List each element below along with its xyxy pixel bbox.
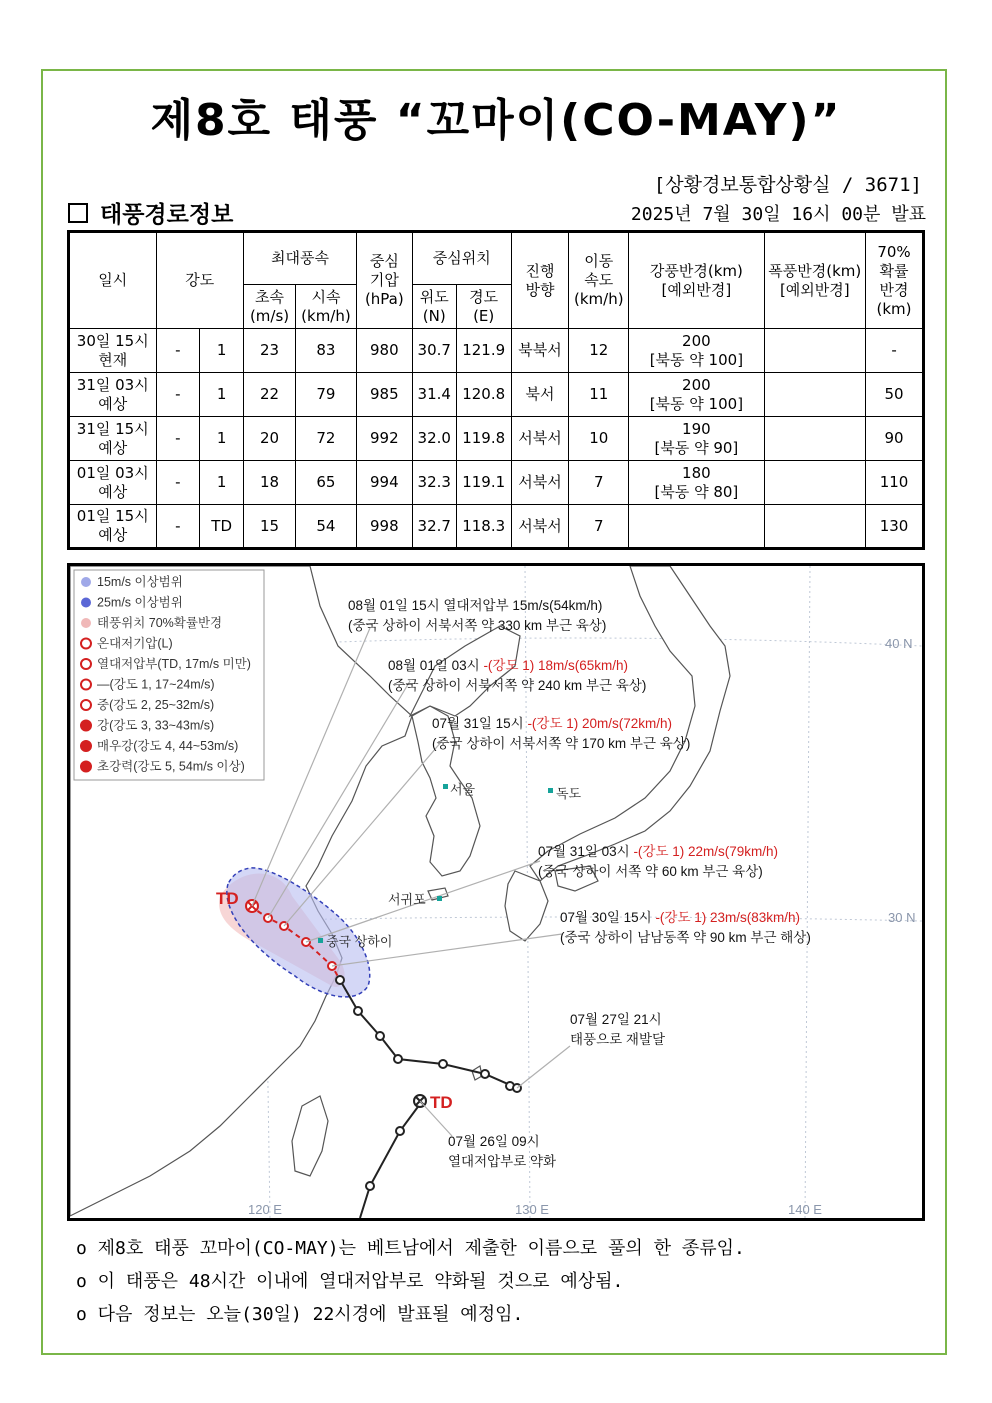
legend-label: 태풍위치 70%확률반경 [97,616,223,630]
td-label-forecast: TD [216,889,239,908]
annotation-time: 07월 26일 09시 [448,1134,540,1149]
past-point [481,1070,489,1078]
cell-speed: 11 [569,373,629,417]
past-point [394,1055,402,1063]
cell-hpa: 985 [356,373,412,417]
legend-symbol-icon [81,577,91,587]
table-row [69,373,924,417]
note-2: o 이 태풍은 48시간 이내에 열대저압부로 약화될 것으로 예상됨. [76,1271,624,1292]
header-prob-radius: 70% 확률 반경 (km) [866,232,924,329]
legend-symbol-icon [81,618,91,628]
cell-hpa: 998 [356,505,412,549]
cell-speed: 12 [569,329,629,373]
cell-speed: 7 [569,461,629,505]
lon130-label: 130 E [515,1202,549,1217]
cell-prob: 50 [866,373,924,417]
typhoon-track-map [67,563,925,1221]
header-intensity: 강도 [156,232,244,329]
past-point [376,1032,384,1040]
place-seogwipo: 서귀포 [388,892,426,907]
page-title: 제8호 태풍 “꼬마이(CO-MAY)” [150,95,842,146]
cell-time: 01일 15시 예상 [69,505,157,549]
cell-lon: 119.1 [456,461,511,505]
cell-speed: 10 [569,417,629,461]
cell-prob: - [866,329,924,373]
cell-ms: 18 [244,461,296,505]
lon120-label: 120 E [248,1202,282,1217]
annotation-line1 [432,715,672,731]
header-wind-kmh: 시속 (km/h) [295,285,356,329]
annotation-intensity: -(강도 1) 18m/s(65km/h) [483,658,629,673]
cell-size: - [156,461,200,505]
annotation-time: 07월 31일 15시 [432,716,528,731]
cell-lon: 119.8 [456,417,511,461]
cell-size: - [156,373,200,417]
lat30-label: 30 N [888,910,916,925]
legend-label: 초강력(강도 5, 54m/s 이상) [97,759,245,774]
annotation-line1 [538,843,778,859]
note-1: o 제8호 태풍 꼬마이(CO-MAY)는 베트남에서 제출한 이름으로 풀의 한 종류임. [76,1238,745,1259]
cell-gale: 200 [북동 약 100] [629,329,764,373]
annotation-time: 07월 31일 03시 [538,844,634,859]
cell-hpa: 980 [356,329,412,373]
legend-label: 15m/s 이상범위 [97,575,183,589]
place-seoul: 서울 [450,782,476,797]
annotation-intensity: -(강도 1) 23m/s(83km/h) [655,910,801,925]
header-time: 일시 [69,232,157,329]
annotation-line1 [388,657,628,673]
cell-time: 31일 15시 예상 [69,417,157,461]
annotation-time: 07월 27일 21시 [570,1012,662,1027]
section-title: 태풍경로정보 [100,202,234,228]
cell-dir: 북서 [511,373,569,417]
annotation-time: 07월 30일 15시 [560,910,656,925]
cell-intensity: 1 [200,329,244,373]
cell-intensity: 1 [200,373,244,417]
cell-time: 30일 15시 현재 [69,329,157,373]
map-legend [74,570,264,780]
cell-storm [764,373,866,417]
header-lon: 경도 (E) [456,285,511,329]
past-point [336,976,344,984]
cell-dir: 서북서 [511,417,569,461]
cell-gale [629,505,764,549]
lat40-label: 40 N [885,636,913,651]
td-label-past: TD [430,1093,453,1112]
legend-symbol-icon [81,680,91,690]
cell-lat: 31.4 [412,373,456,417]
header-direction: 진행 방향 [511,232,569,329]
legend-symbol-icon [81,721,91,731]
section-heading [68,196,233,229]
cell-lon: 118.3 [456,505,511,549]
past-point [354,1007,362,1015]
past-point [366,1182,374,1190]
legend-symbol-icon [81,762,91,772]
legend-label: —(강도 1, 17~24m/s) [97,677,215,692]
cell-lat: 30.7 [412,329,456,373]
cell-kmh: 79 [295,373,356,417]
table-row [69,417,924,461]
cell-size: - [156,417,200,461]
checkbox-icon [68,203,88,223]
cell-gale: 180 [북동 약 80] [629,461,764,505]
track-table [67,230,925,550]
legend-label: 열대저압부(TD, 17m/s 미만) [97,657,251,671]
cell-size: - [156,329,200,373]
past-point [396,1127,404,1135]
annotation-line2: 열대저압부로 약화 [448,1154,557,1169]
place-dokdo: 독도 [556,786,582,801]
cell-gale: 200 [북동 약 100] [629,373,764,417]
annotation-time: 08월 01일 03시 [388,658,484,673]
legend-label: 중(강도 2, 25~32m/s) [97,698,215,712]
annotation-line2: (중국 상하이 서북서쪽 약 240 km 부근 육상) [388,678,647,693]
legend-symbol-icon [81,700,91,710]
legend-symbol-icon [81,639,91,649]
cell-storm [764,329,866,373]
annotation-line2: (중국 상하이 남남동쪽 약 90 km 부근 해상) [560,930,811,945]
annotation-intensity: -(강도 1) 20m/s(72km/h) [527,716,673,731]
legend-symbol-icon [81,598,91,608]
cell-size: - [156,505,200,549]
legend-symbol-icon [81,741,91,751]
japan-kyushu [505,871,548,941]
legend-label: 25m/s 이상범위 [97,595,183,610]
header-pressure: 중심 기압 (hPa) [356,232,412,329]
cell-prob: 110 [866,461,924,505]
cell-lat: 32.0 [412,417,456,461]
lon140-label: 140 E [788,1202,822,1217]
office-label: [상황경보통합상황실 / 3671] [653,174,922,196]
annotation-intensity: -(강도 1) 22m/s(79km/h) [633,844,779,859]
cell-hpa: 994 [356,461,412,505]
cell-dir: 서북서 [511,505,569,549]
cell-lon: 120.8 [456,373,511,417]
cell-kmh: 72 [295,417,356,461]
cell-kmh: 83 [295,329,356,373]
cell-ms: 15 [244,505,296,549]
cell-intensity: TD [200,505,244,549]
notes [76,1232,745,1331]
header-max-wind: 최대풍속 [244,232,357,285]
cell-prob: 130 [866,505,924,549]
cell-ms: 22 [244,373,296,417]
legend-label: 강(강도 3, 33~43m/s) [97,718,215,733]
annotation-line2: 태풍으로 재발달 [570,1032,666,1047]
cell-gale: 190 [북동 약 90] [629,417,764,461]
header-wind-ms: 초속 (m/s) [244,285,296,329]
cell-kmh: 54 [295,505,356,549]
issue-time: 2025년 7월 30일 16시 00분 발표 [630,204,926,225]
header-center: 중심위치 [412,232,511,285]
cell-lat: 32.7 [412,505,456,549]
header-speed: 이동 속도 (km/h) [569,232,629,329]
annotation-line2: (중국 상하이 서쪽 약 60 km 부근 육상) [538,864,763,879]
taiwan [292,1096,328,1176]
cell-lon: 121.9 [456,329,511,373]
cell-time: 01일 03시 예상 [69,461,157,505]
past-point [439,1060,447,1068]
cell-ms: 20 [244,417,296,461]
cell-time: 31일 03시 예상 [69,373,157,417]
cell-intensity: 1 [200,461,244,505]
cell-speed: 7 [569,505,629,549]
annotation-line1 [570,1011,662,1027]
header-storm-radius: 폭풍반경(km) [예외반경] [764,232,866,329]
table-row [69,461,924,505]
annotation-line2: (중국 상하이 서북서쪽 약 330 km 부근 육상) [348,618,607,633]
cell-ms: 23 [244,329,296,373]
cell-intensity: 1 [200,417,244,461]
header-lat: 위도 (N) [412,285,456,329]
cell-kmh: 65 [295,461,356,505]
legend-symbol-icon [81,659,91,669]
header-gale-radius: 강풍반경(km) [예외반경] [629,232,764,329]
annotation-line1 [348,597,602,613]
table-row [69,329,924,373]
place-shanghai: 중국 상하이 [326,934,393,949]
note-3: o 다음 정보는 오늘(30일) 22시경에 발표될 예정임. [76,1304,524,1325]
cell-storm [764,505,866,549]
annotation-time: 08월 01일 15시 열대저압부 15m/s(54km/h) [348,598,603,613]
cell-hpa: 992 [356,417,412,461]
cell-lat: 32.3 [412,461,456,505]
legend-label: 온대저기압(L) [97,636,173,651]
cell-dir: 서북서 [511,461,569,505]
cell-storm [764,461,866,505]
legend-label: 매우강(강도 4, 44~53m/s) [97,739,239,753]
annotation-line1 [560,909,800,925]
annotation-line1 [448,1133,540,1149]
table-row [69,505,924,549]
annotation-line2: (중국 상하이 서북서쪽 약 170 km 부근 육상) [432,736,691,751]
cell-dir: 북북서 [511,329,569,373]
cell-storm [764,417,866,461]
cell-prob: 90 [866,417,924,461]
